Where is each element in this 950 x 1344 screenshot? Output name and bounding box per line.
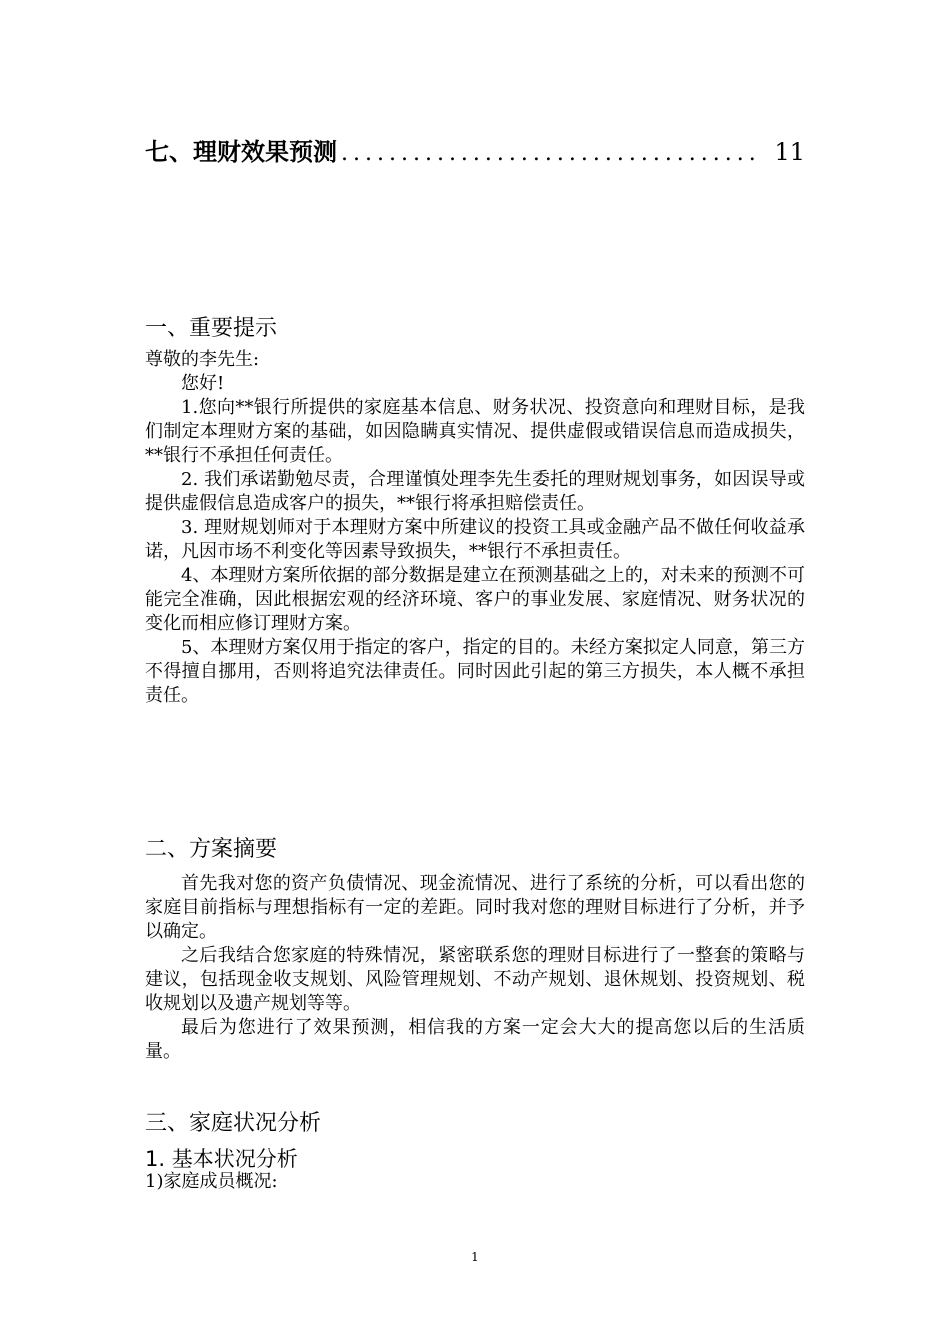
summary-paragraph: 最后为您进行了效果预测，相信我的方案一定会大大的提高您以后的生活质量。 (145, 1017, 805, 1062)
salutation: 尊敬的李先生: (145, 349, 260, 370)
notice-item: 4、本理财方案所依据的部分数据是建立在预测基础之上的，对未来的预测不可能完全准确，因此根据宏观的经济环境、客户的事业发展、家庭情况、财务状况的变化而相应修订理财方案。 (145, 565, 805, 634)
greeting: 您好! (181, 373, 225, 394)
page-number: 1 (471, 1250, 479, 1264)
section-heading-important-notice: 一、重要提示 (145, 316, 278, 341)
section-heading-family-analysis: 三、家庭状况分析 (145, 1111, 322, 1136)
toc-leader-dots: ................................... (341, 141, 761, 166)
notice-item: 5、本理财方案仅用于指定的客户，指定的目的。未经方案拟定人同意，第三方不得擅自挪用，否则将追究法律责任。同时因此引起的第三方损失，本人概不承担责任。 (145, 637, 805, 706)
section-heading-plan-summary: 二、方案摘要 (145, 837, 278, 862)
summary-paragraph: 首先我对您的资产负债情况、现金流情况、进行了系统的分析，可以看出您的家庭目前指标与理想指标有一定的差距。同时我对您的理财目标进行了分析，并予以确定。 (145, 873, 805, 942)
notice-item: 1.您向**银行所提供的家庭基本信息、财务状况、投资意向和理财目标，是我们制定本理财方案的基础，如因隐瞒真实情况、提供虚假或错误信息而造成损失，**银行不承担任何责任。 (145, 397, 805, 466)
sub-heading-basic-analysis: 1. 基本状况分析 (145, 1147, 298, 1171)
summary-paragraph: 之后我结合您家庭的特殊情况，紧密联系您的理财目标进行了一整套的策略与建议，包括现金收支规划、风险管理规划、不动产规划、退休规划、投资规划、税收规划以及遗产规划等等。 (145, 945, 805, 1014)
plan-summary-body (145, 872, 805, 1064)
notice-item: 2. 我们承诺勤勉尽责，合理谨慎处理李先生委托的理财规划事务，如因误导或提供虚假信息造成客户的损失，**银行将承担赔偿责任。 (145, 469, 805, 514)
notice-item: 3. 理财规划师对于本理财方案中所建议的投资工具或金融产品不做任何收益承诺，凡因市场不利变化等因素导致损失，**银行不承担责任。 (145, 517, 805, 562)
family-members-label: 1)家庭成员概况: (145, 1171, 278, 1192)
toc-entry-title: 七、理财效果预测 (145, 137, 337, 166)
toc-entry[interactable] (145, 132, 805, 168)
important-notice-body (145, 348, 805, 708)
toc-page-number: 11 (774, 138, 805, 166)
family-members-item (145, 1170, 805, 1194)
